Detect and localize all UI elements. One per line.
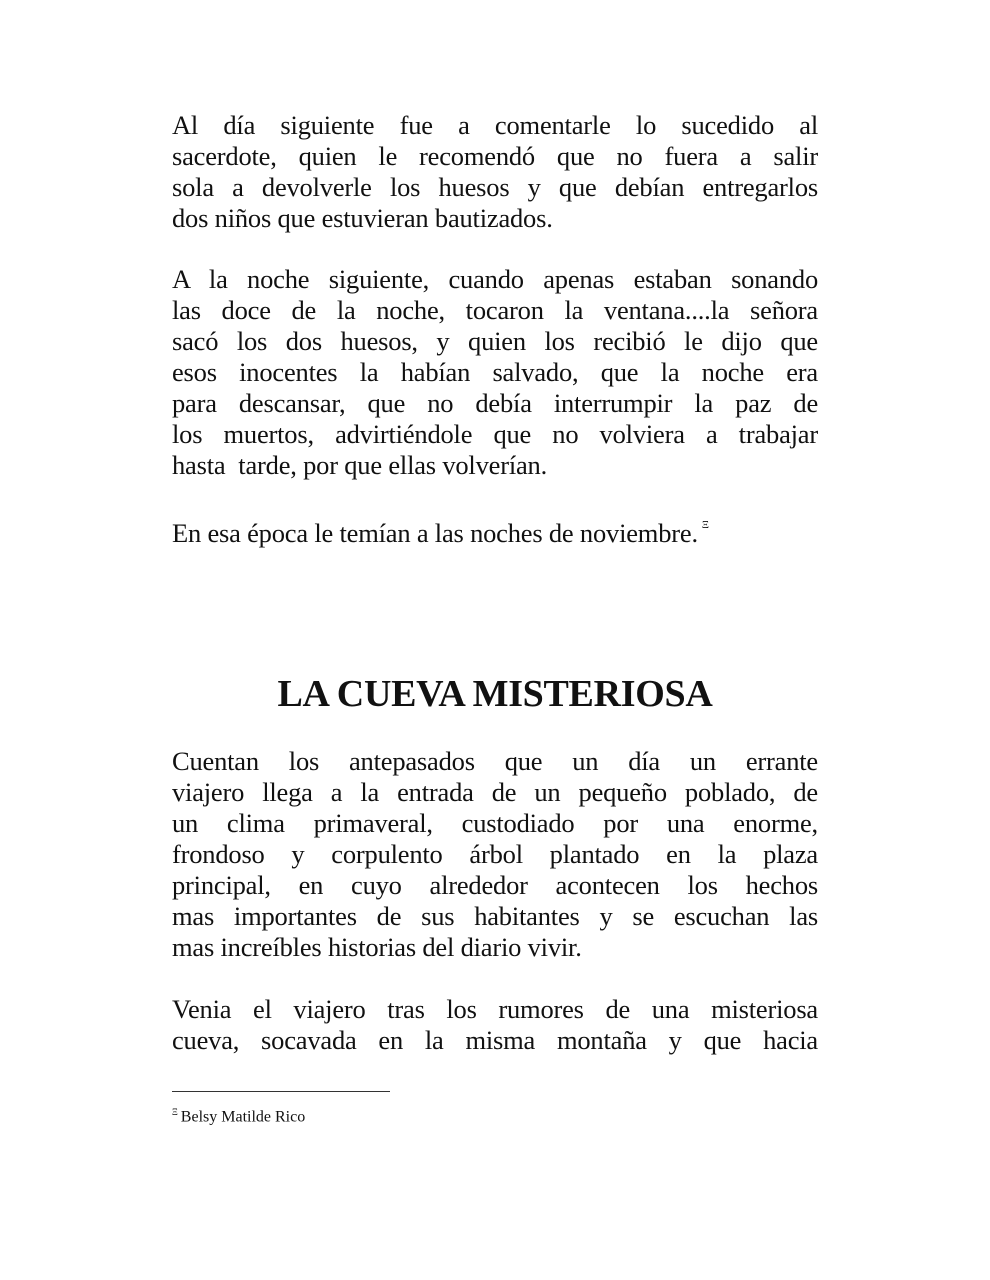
text-line: sacerdote, quien le recomendó que no fuera a salir xyxy=(172,141,818,171)
text-line-with-footnote xyxy=(172,514,818,549)
text-line: cueva, socavada en la misma montaña y que hacia xyxy=(172,1025,818,1055)
text-line: Al día siguiente fue a comentarle lo sucedido al xyxy=(172,110,818,140)
section-title: LA CUEVA MISTERIOSA xyxy=(277,673,713,715)
paragraph-sacerdote xyxy=(172,110,818,234)
text-line: las doce de la noche, tocaron la ventana....la señora xyxy=(172,295,818,325)
text-line: frondoso y corpulento árbol plantado en la plaza xyxy=(172,839,818,869)
text-line: los muertos, advirtiéndole que no volviera a trabajar xyxy=(172,419,818,449)
footnote xyxy=(172,1102,305,1127)
footnote-text: Belsy Matilde Rico xyxy=(180,1108,306,1126)
text-line: para descansar, que no debía interrumpir la paz de xyxy=(172,388,818,418)
text-line: En esa época le temían a las noches de noviembre. xyxy=(172,517,698,548)
text-line: hasta tarde, por que ellas volverían. xyxy=(172,450,548,480)
footnote-mark: Ξ xyxy=(172,1107,178,1117)
text-line: dos niños que estuvieran bautizados. xyxy=(172,203,553,233)
footnote-divider xyxy=(172,1091,390,1092)
text-line: un clima primaveral, custodiado por una enorme, xyxy=(172,808,818,838)
text-line: sola a devolverle los huesos y que debían entregarlos xyxy=(172,172,818,202)
footnote-reference-link[interactable]: Ξ xyxy=(701,519,709,531)
paragraph-noche-siguiente xyxy=(172,264,818,481)
text-line: mas increíbles historias del diario vivir. xyxy=(172,932,582,962)
paragraph-cuentan xyxy=(172,746,818,963)
text-line: Cuentan los antepasados que un día un errante xyxy=(172,746,818,776)
text-line: A la noche siguiente, cuando apenas estaban sonando xyxy=(172,264,818,294)
paragraph-noviembre xyxy=(172,514,818,549)
text-line: Venia el viajero tras los rumores de una misteriosa xyxy=(172,994,818,1024)
text-line: mas importantes de sus habitantes y se escuchan las xyxy=(172,901,818,931)
text-line: viajero llega a la entrada de un pequeño poblado, de xyxy=(172,777,818,807)
text-line: principal, en cuyo alrededor acontecen los hechos xyxy=(172,870,818,900)
text-line: sacó los dos huesos, y quien los recibió le dijo que xyxy=(172,326,818,356)
paragraph-venia xyxy=(172,994,818,1056)
text-line: esos inocentes la habían salvado, que la noche era xyxy=(172,357,818,387)
